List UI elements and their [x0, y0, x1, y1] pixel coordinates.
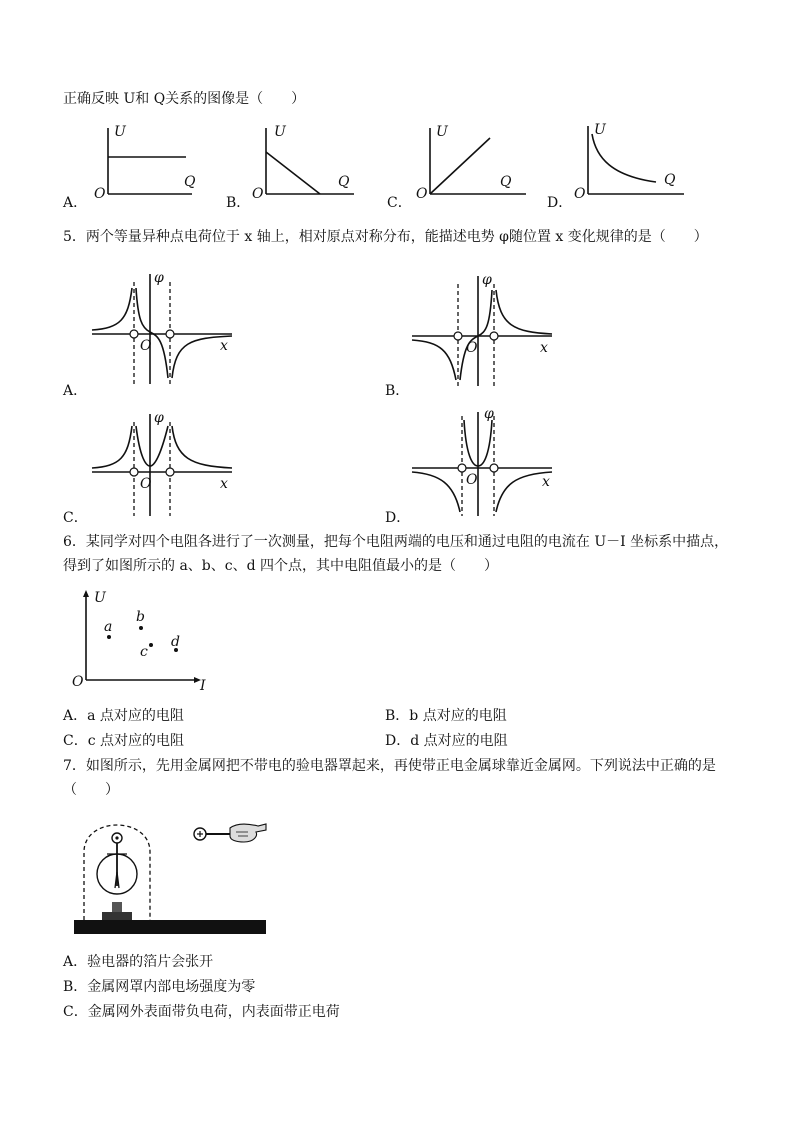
q7-stem-line2: （ ）	[63, 782, 119, 798]
q5a-axis-y: φ	[154, 270, 164, 286]
q5a-origin: O	[140, 338, 152, 354]
q5c-axis-y: φ	[154, 410, 164, 426]
q6-option-a[interactable]: A．a 点对应的电阻	[63, 708, 184, 724]
q5b-origin: O	[466, 340, 478, 356]
q5c-origin: O	[140, 476, 152, 492]
q4a-origin: O	[94, 186, 106, 202]
q5-option-c-label[interactable]: C．	[63, 510, 88, 526]
q5-graph-a	[90, 268, 240, 388]
q4-graph-c	[414, 124, 534, 204]
q6-ui-graph	[70, 588, 220, 692]
q6-point-c	[149, 643, 153, 647]
q5a-axis-x: x	[220, 338, 228, 354]
q4a-axis-y: U	[114, 124, 126, 140]
q4-option-a-label[interactable]: A．	[63, 195, 88, 211]
q6-point-a-label: a	[104, 619, 113, 635]
q6-point-d-label: d	[171, 634, 180, 650]
q5d-axis-y: φ	[484, 406, 494, 422]
q5-option-b-label[interactable]: B．	[385, 383, 410, 399]
q6-point-c-label: c	[140, 644, 148, 660]
q5-graph-b	[410, 270, 560, 390]
q6-point-b	[139, 626, 143, 630]
q7-stem-line1: 7．如图所示，先用金属网把不带电的验电器罩起来，再使带正电金属球靠近金属网。下列说法中正确的是	[63, 758, 716, 774]
q4b-origin: O	[252, 186, 264, 202]
q4-option-b-label[interactable]: B．	[226, 195, 251, 211]
q6-option-c[interactable]: C．c 点对应的电阻	[63, 733, 185, 749]
q4a-axis-x: Q	[184, 174, 196, 190]
q5d-origin: O	[466, 472, 478, 488]
q4-option-d-label[interactable]: D．	[547, 195, 573, 211]
q6-stem-line1: 6．某同学对四个电阻各进行了一次测量，把每个电阻两端的电压和通过电阻的电流在 U－I 坐标系中描点，	[63, 534, 729, 550]
q4-graph-b	[250, 124, 360, 204]
q6-origin: O	[72, 674, 84, 690]
q4c-origin: O	[416, 186, 428, 202]
q6-point-b-label: b	[136, 609, 145, 625]
q6-point-a	[107, 635, 111, 639]
q7-option-b[interactable]: B．金属网罩内部电场强度为零	[63, 979, 256, 995]
q4b-axis-y: U	[274, 124, 286, 140]
q5-option-a-label[interactable]: A．	[63, 383, 88, 399]
q4d-axis-x: Q	[664, 172, 676, 188]
q4-stem: 正确反映 U和 Q关系的图像是（ ）	[63, 91, 306, 107]
q4-graph-d	[572, 120, 692, 204]
q4b-axis-x: Q	[338, 174, 350, 190]
q5-stem: 5．两个等量异种点电荷位于 x 轴上，相对原点对称分布，能描述电势 φ随位置 x 变化规律的是（ ）	[63, 229, 708, 245]
q7-option-c[interactable]: C．金属网外表面带负电荷，内表面带正电荷	[63, 1004, 340, 1020]
q5-graph-c	[90, 408, 240, 518]
q5-option-d-label[interactable]: D．	[385, 510, 411, 526]
q5b-axis-y: φ	[482, 272, 492, 288]
q4c-axis-x: Q	[500, 174, 512, 190]
q6-axis-y: U	[94, 590, 106, 606]
q6-stem-line2: 得到了如图所示的 a、b、c、d 四个点，其中电阻值最小的是（ ）	[63, 558, 499, 574]
q5b-axis-x: x	[540, 340, 548, 356]
q6-option-b[interactable]: B．b 点对应的电阻	[385, 708, 507, 724]
q5c-axis-x: x	[220, 476, 228, 492]
q5-graph-d	[410, 406, 560, 518]
q7-option-a[interactable]: A．验电器的箔片会张开	[63, 954, 214, 970]
q4-option-c-label[interactable]: C．	[387, 195, 412, 211]
q4c-axis-y: U	[436, 124, 448, 140]
q7-electroscope-figure	[72, 812, 272, 940]
q6-option-d[interactable]: D．d 点对应的电阻	[385, 733, 508, 749]
q4d-axis-y: U	[594, 122, 606, 138]
q4-graph-a	[92, 124, 202, 204]
q6-axis-x: I	[200, 678, 206, 694]
q4d-origin: O	[574, 186, 586, 202]
q5d-axis-x: x	[542, 474, 550, 490]
